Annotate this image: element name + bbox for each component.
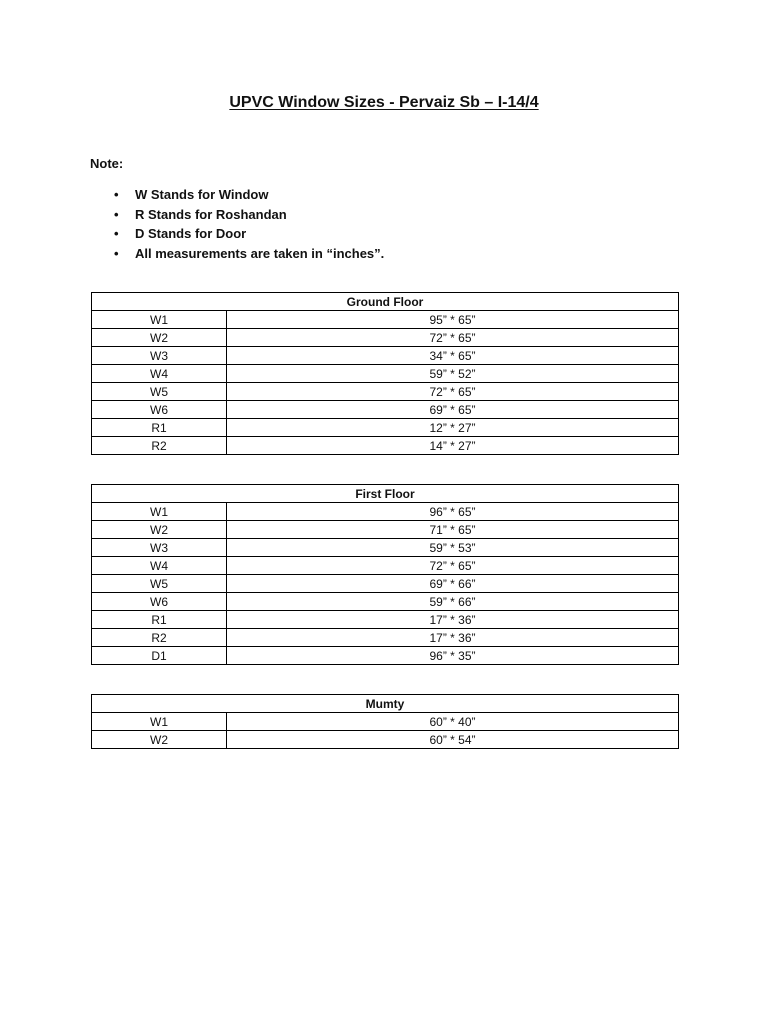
item-size: 60” * 54” [227,731,679,749]
item-size: 69” * 66” [227,575,679,593]
table-row [92,311,679,329]
item-size: 59” * 66” [227,593,679,611]
item-code: W5 [92,575,227,593]
item-code: R2 [92,437,227,455]
ground-floor-table [91,292,679,455]
table-row [92,593,679,611]
item-size: 59” * 52” [227,365,679,383]
item-code: R2 [92,629,227,647]
item-code: W4 [92,557,227,575]
note-item-text: W Stands for Window [135,187,269,202]
mumty-table [91,694,679,749]
item-size: 14” * 27” [227,437,679,455]
table-row [92,713,679,731]
item-size: 72” * 65” [227,557,679,575]
table-row [92,329,679,347]
bullet-icon: • [114,245,119,261]
table-row [92,575,679,593]
item-code: W1 [92,503,227,521]
item-code: W4 [92,365,227,383]
note-item [90,205,384,225]
item-size: 96” * 35” [227,647,679,665]
table-row [92,437,679,455]
note-item-text: All measurements are taken in “inches”. [135,245,385,261]
first-floor-table [91,484,679,665]
item-code: W2 [92,329,227,347]
item-size: 71” * 65” [227,521,679,539]
item-size: 12” * 27” [227,419,679,437]
item-size: 34” * 65” [227,347,679,365]
table-row [92,557,679,575]
item-code: R1 [92,419,227,437]
note-heading: Note: [90,156,124,171]
item-code: R1 [92,611,227,629]
table-row [92,731,679,749]
table-heading-row [92,293,679,311]
bullet-icon: • [114,226,119,241]
note-item [90,244,384,264]
table-heading-row [92,695,679,713]
bullet-icon: • [114,187,119,202]
note-item-text: R Stands for Roshandan [135,206,287,222]
bullet-icon: • [114,206,119,222]
item-code: W5 [92,383,227,401]
table-row [92,383,679,401]
item-size: 59” * 53” [227,539,679,557]
item-code: W3 [92,539,227,557]
item-size: 96” * 65” [227,503,679,521]
item-size: 95” * 65” [227,311,679,329]
table-row [92,401,679,419]
item-code: W1 [92,311,227,329]
table-row [92,611,679,629]
note-item-text: D Stands for Door [135,226,247,241]
item-size: 69” * 65” [227,401,679,419]
table-row [92,503,679,521]
item-code: D1 [92,647,227,665]
table-heading: Ground Floor [92,293,679,311]
note-item [90,224,384,244]
item-code: W3 [92,347,227,365]
table-row [92,365,679,383]
item-size: 17” * 36” [227,611,679,629]
item-size: 72” * 65” [227,329,679,347]
table-row [92,521,679,539]
table-row [92,347,679,365]
item-size: 72” * 65” [227,383,679,401]
item-size: 17” * 36” [227,629,679,647]
table-row [92,647,679,665]
note-item [90,185,384,205]
table-row [92,539,679,557]
document-title: UPVC Window Sizes - Pervaiz Sb – I-14/4 [229,94,539,111]
item-code: W6 [92,401,227,419]
item-code: W2 [92,521,227,539]
table-heading-row [92,485,679,503]
table-row [92,629,679,647]
item-size: 60” * 40” [227,713,679,731]
item-code: W2 [92,731,227,749]
table-row [92,419,679,437]
note-list [90,185,384,263]
item-code: W6 [92,593,227,611]
table-heading: First Floor [92,485,679,503]
item-code: W1 [92,713,227,731]
table-heading: Mumty [92,695,679,713]
